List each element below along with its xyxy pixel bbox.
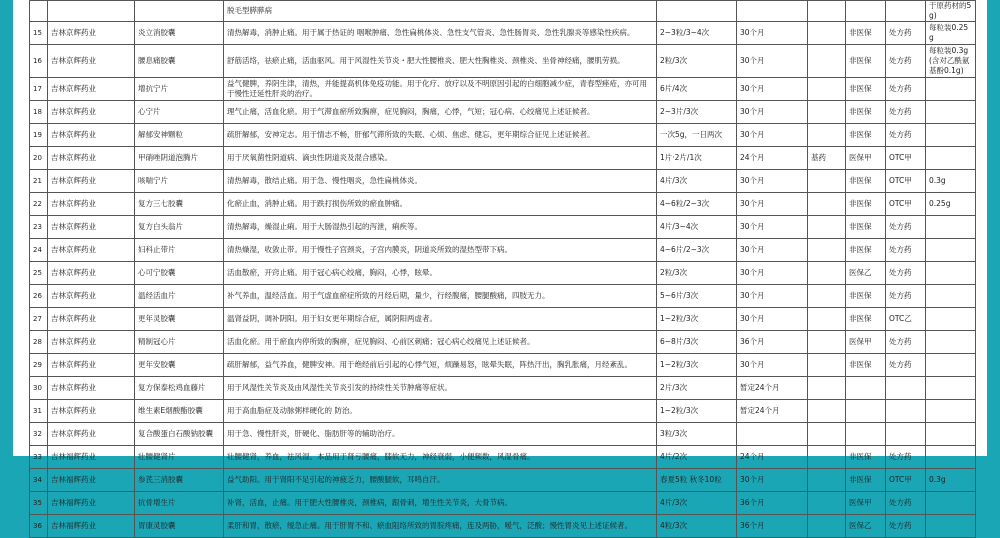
- cell-insurance: 医保乙: [846, 262, 886, 285]
- cell-company: 吉林京辉药业: [48, 147, 135, 170]
- cell-type: [808, 239, 846, 262]
- cell-type: [808, 45, 846, 78]
- cell-product-name: 心可宁胶囊: [135, 262, 224, 285]
- cell-usage: 4片/3~4次: [657, 216, 737, 239]
- cell-company: 吉林京辉药业: [48, 262, 135, 285]
- cell-number: 15: [30, 22, 48, 45]
- cell-usage: 4片/3次: [657, 492, 737, 515]
- cell-type: [808, 285, 846, 308]
- table-row: [30, 492, 976, 515]
- cell-category: [886, 400, 926, 423]
- cell-type: [808, 101, 846, 124]
- cell-shelf-life: 30个月: [737, 354, 808, 377]
- cell-insurance: 非医保: [846, 101, 886, 124]
- cell-number: 18: [30, 101, 48, 124]
- cell-number: 16: [30, 45, 48, 78]
- cell-insurance: 非医保: [846, 308, 886, 331]
- cell-note: [926, 78, 976, 101]
- cell-indication: 舒筋活络，祛瘀止痛，活血驱风。用于风湿性关节炎・肥大性腰椎炎、肥大性胸椎炎、颈椎炎、坐骨神经痛，腰肌劳损。: [224, 45, 657, 78]
- cell-shelf-life: 30个月: [737, 308, 808, 331]
- cell-insurance: [846, 377, 886, 400]
- cell-product-name: 更年安胶囊: [135, 354, 224, 377]
- cell-note: [926, 400, 976, 423]
- cell-note: [926, 147, 976, 170]
- cell-product-name: 妇科止带片: [135, 239, 224, 262]
- cell-category: 处方药: [886, 446, 926, 469]
- cell-category: 处方药: [886, 492, 926, 515]
- cell-insurance: 非医保: [846, 170, 886, 193]
- cell-insurance: 非医保: [846, 446, 886, 469]
- spreadsheet-page: [13, 0, 987, 530]
- cell-shelf-life: 24个月: [737, 446, 808, 469]
- cell-company: 吉林京辉药业: [48, 331, 135, 354]
- cell-type: [808, 515, 846, 538]
- cell-indication: 清热燥湿，收敛止带。用于慢性子宫颈炎，子宫内膜炎，阴道炎所致的湿热型带下病。: [224, 239, 657, 262]
- cell-note: [926, 308, 976, 331]
- cell-company: 吉林京辉药业: [48, 400, 135, 423]
- cell-category: 处方药: [886, 285, 926, 308]
- cell-product-name: 腰息痛胶囊: [135, 45, 224, 78]
- cell-indication: 脱毛型膵膵病: [224, 1, 657, 22]
- cell-insurance: [846, 400, 886, 423]
- cell-usage: 2片/3次: [657, 377, 737, 400]
- cell-product-name: 解郁安神颗粒: [135, 124, 224, 147]
- table-row: [30, 45, 976, 78]
- cell-product-name: 维生素E烟酸酯胶囊: [135, 400, 224, 423]
- cell-indication: 活血散瘀，开窍止痛。用于冠心病心绞痛，胸闷，心悸，眩晕。: [224, 262, 657, 285]
- cell-product-name: 抗骨增生片: [135, 492, 224, 515]
- table-row: [30, 377, 976, 400]
- cell-type: [808, 423, 846, 446]
- cell-insurance: [846, 423, 886, 446]
- table-row: [30, 1, 976, 22]
- cell-company: 吉林京辉药业: [48, 216, 135, 239]
- cell-indication: 用于高血脂症及动脉粥样硬化的 防治。: [224, 400, 657, 423]
- cell-insurance: 医保乙: [846, 515, 886, 538]
- cell-product-name: 复合酸蛋白石酸钠胶囊: [135, 423, 224, 446]
- cell-number: 35: [30, 492, 48, 515]
- cell-type: [808, 308, 846, 331]
- cell-insurance: 非医保: [846, 285, 886, 308]
- cell-company: 吉林京辉药业: [48, 285, 135, 308]
- cell-number: 27: [30, 308, 48, 331]
- cell-indication: 清热解毒，燥湿止痢。用于大肠湿热引起的泻泄，痢疾等。: [224, 216, 657, 239]
- table-row: [30, 101, 976, 124]
- cell-insurance: 医保甲: [846, 147, 886, 170]
- cell-category: 处方药: [886, 354, 926, 377]
- cell-note: [926, 124, 976, 147]
- cell-shelf-life: 30个月: [737, 262, 808, 285]
- cell-insurance: 非医保: [846, 78, 886, 101]
- cell-note: 于原药材的5g): [926, 1, 976, 22]
- cell-category: 处方药: [886, 124, 926, 147]
- cell-usage: 3粒/3次: [657, 423, 737, 446]
- cell-category: 处方药: [886, 216, 926, 239]
- cell-type: [808, 124, 846, 147]
- cell-shelf-life: [737, 423, 808, 446]
- cell-indication: 用于厌氧菌性阴道病、滴虫性阴道炎及混合感染。: [224, 147, 657, 170]
- cell-usage: 6片/4次: [657, 78, 737, 101]
- table-row: [30, 170, 976, 193]
- table-row: [30, 22, 976, 45]
- cell-indication: 疏肝解郁，益气养血，健脾安神。用于绝经前后引起的心悸气短，烦躁易怒，眩晕失眠，阵热汗出，胸乳胀痛，月经紊乱。: [224, 354, 657, 377]
- cell-category: 处方药: [886, 45, 926, 78]
- cell-usage: 一次5g，一日两次: [657, 124, 737, 147]
- cell-number: 26: [30, 285, 48, 308]
- cell-type: [808, 331, 846, 354]
- cell-usage: 4粒/3次: [657, 515, 737, 538]
- cell-type: 基药: [808, 147, 846, 170]
- cell-type: [808, 216, 846, 239]
- cell-insurance: 非医保: [846, 193, 886, 216]
- cell-number: 32: [30, 423, 48, 446]
- cell-note: [926, 377, 976, 400]
- cell-usage: 1~2粒/3次: [657, 400, 737, 423]
- cell-number: 36: [30, 515, 48, 538]
- cell-number: 28: [30, 331, 48, 354]
- cell-indication: 补气养血，温经活血。用于气虚血瘀症所致的月经后期，量少，行经腹痛，腰腿酸痛，四肢无力。: [224, 285, 657, 308]
- cell-note: 每粒装0.25g: [926, 22, 976, 45]
- cell-category: 处方药: [886, 262, 926, 285]
- table-row: [30, 354, 976, 377]
- cell-usage: 春夏5粒 秋冬10粒: [657, 469, 737, 492]
- cell-note: [926, 354, 976, 377]
- cell-usage: 2粒/3次: [657, 45, 737, 78]
- cell-type: [808, 193, 846, 216]
- cell-product-name: 增抗宁片: [135, 78, 224, 101]
- cell-company: 吉林京辉药业: [48, 239, 135, 262]
- cell-note: 0.3g: [926, 469, 976, 492]
- cell-category: 处方药: [886, 101, 926, 124]
- cell-company: 吉林京辉药业: [48, 78, 135, 101]
- cell-type: [808, 354, 846, 377]
- cell-indication: 疏肝解郁，安神定志。用于情志不畅，肝郁气滞所致的失眠、心烦、焦虑、健忘，更年期综合征见上述证候者。: [224, 124, 657, 147]
- cell-number: 19: [30, 124, 48, 147]
- cell-product-name: 复方保泰松鸡血藤片: [135, 377, 224, 400]
- cell-usage: 2~3粒/3~4次: [657, 22, 737, 45]
- cell-product-name: 更年灵胶囊: [135, 308, 224, 331]
- cell-indication: 益气助阳。用于肾阳不足引起的神疲乏力，腰酸腿软，耳鸣自汗。: [224, 469, 657, 492]
- cell-product-name: 甲硝唑阴道泡腾片: [135, 147, 224, 170]
- cell-number: 31: [30, 400, 48, 423]
- cell-shelf-life: 暂定24个月: [737, 400, 808, 423]
- table-row: [30, 308, 976, 331]
- cell-type: [808, 446, 846, 469]
- cell-indication: 化瘀止血，消肿止痛。用于跌打损伤所致的瘀血肿痛。: [224, 193, 657, 216]
- cell-indication: 理气止痛，活血化瘀。用于气滞血瘀所致胸痹，症见胸闷，胸痛，心悸，气短；冠心病、心绞痛见上述证候者。: [224, 101, 657, 124]
- cell-company: 吉林福辉药业: [48, 469, 135, 492]
- cell-product-name: 心宁片: [135, 101, 224, 124]
- cell-note: [926, 423, 976, 446]
- cell-company: 吉林福辉药业: [48, 515, 135, 538]
- cell-usage: 2~3片/3次: [657, 101, 737, 124]
- cell-note: 0.25g: [926, 193, 976, 216]
- cell-indication: 柔肝和胃，散瘀，缓急止痛。用于肝胃不和、瘀血阻络所致的胃脘疼痛，连及两胁，嗳气，泛酸；慢性胃炎见上述证候者。: [224, 515, 657, 538]
- cell-insurance: 非医保: [846, 354, 886, 377]
- cell-note: [926, 101, 976, 124]
- cell-shelf-life: 36个月: [737, 515, 808, 538]
- cell-shelf-life: 30个月: [737, 469, 808, 492]
- cell-type: [808, 262, 846, 285]
- cell-category: OTC乙: [886, 308, 926, 331]
- cell-note: [926, 331, 976, 354]
- table-row: [30, 515, 976, 538]
- cell-note: [926, 492, 976, 515]
- cell-company: 吉林京辉药业: [48, 308, 135, 331]
- cell-indication: 温肾益阴，调补阴阳。用于妇女更年期综合症，属阴阳两虚者。: [224, 308, 657, 331]
- cell-note: [926, 515, 976, 538]
- cell-category: 处方药: [886, 515, 926, 538]
- cell-shelf-life: 暂定24个月: [737, 377, 808, 400]
- table-row: [30, 285, 976, 308]
- cell-product-name: 胃康灵胶囊: [135, 515, 224, 538]
- cell-category: 处方药: [886, 239, 926, 262]
- cell-insurance: 非医保: [846, 239, 886, 262]
- table-row: [30, 78, 976, 101]
- cell-product-name: 复方三七胶囊: [135, 193, 224, 216]
- cell-number: 21: [30, 170, 48, 193]
- cell-note: [926, 216, 976, 239]
- cell-company: 吉林福辉药业: [48, 492, 135, 515]
- cell-usage: 5~6片/3次: [657, 285, 737, 308]
- cell-insurance: 医保甲: [846, 492, 886, 515]
- cell-type: [808, 492, 846, 515]
- cell-shelf-life: 36个月: [737, 331, 808, 354]
- cell-indication: 用于急、慢性肝炎，肝硬化、脂肪肝等的辅助治疗。: [224, 423, 657, 446]
- cell-note: [926, 239, 976, 262]
- cell-category: [886, 377, 926, 400]
- cell-product-name: 复方白头翁片: [135, 216, 224, 239]
- cell-company: 吉林京辉药业: [48, 170, 135, 193]
- cell-shelf-life: 36个月: [737, 492, 808, 515]
- cell-number: 25: [30, 262, 48, 285]
- table-row: [30, 400, 976, 423]
- cell-type: [808, 78, 846, 101]
- cell-insurance: 非医保: [846, 469, 886, 492]
- table-row: [30, 147, 976, 170]
- cell-usage: 1~2粒/3次: [657, 354, 737, 377]
- cell-number: 33: [30, 446, 48, 469]
- cell-category: OTC甲: [886, 147, 926, 170]
- cell-category: 处方药: [886, 331, 926, 354]
- cell-shelf-life: 24个月: [737, 147, 808, 170]
- cell-usage: 6~8片/3次: [657, 331, 737, 354]
- cell-number: 22: [30, 193, 48, 216]
- table-row: [30, 446, 976, 469]
- cell-note: 0.3g: [926, 170, 976, 193]
- cell-usage: 4~6粒/2~3次: [657, 193, 737, 216]
- cell-indication: 清热解毒，消肿止痛。用于属于热证的 咽喉肿痛、急性扁桃体炎、急性支气管炎、急性肠胃炎、急性乳腺炎等感染性疾病。: [224, 22, 657, 45]
- table-row: [30, 124, 976, 147]
- cell-category: OTC甲: [886, 193, 926, 216]
- cell-company: 吉林京辉药业: [48, 423, 135, 446]
- table-row: [30, 469, 976, 492]
- cell-usage: 1片·2片/1次: [657, 147, 737, 170]
- cell-shelf-life: 30个月: [737, 193, 808, 216]
- cell-product-name: 参芪三消胶囊: [135, 469, 224, 492]
- cell-type: [808, 22, 846, 45]
- cell-product-name: 炎立消胶囊: [135, 22, 224, 45]
- cell-company: 吉林京辉药业: [48, 377, 135, 400]
- cell-type: [808, 377, 846, 400]
- cell-shelf-life: 30个月: [737, 45, 808, 78]
- cell-number: 20: [30, 147, 48, 170]
- cell-usage: 1~2粒/3次: [657, 308, 737, 331]
- cell-company: 吉林福辉药业: [48, 446, 135, 469]
- cell-number: 23: [30, 216, 48, 239]
- cell-category: 处方药: [886, 78, 926, 101]
- cell-shelf-life: 30个月: [737, 170, 808, 193]
- cell-insurance: 非医保: [846, 124, 886, 147]
- cell-shelf-life: 30个月: [737, 124, 808, 147]
- cell-company: 吉林京辉药业: [48, 354, 135, 377]
- table-row: [30, 216, 976, 239]
- cell-product-name: 精制冠心片: [135, 331, 224, 354]
- cell-number: 17: [30, 78, 48, 101]
- table-row: [30, 193, 976, 216]
- table-row: [30, 423, 976, 446]
- table-row: [30, 239, 976, 262]
- cell-company: 吉林京辉药业: [48, 22, 135, 45]
- cell-note: [926, 446, 976, 469]
- cell-shelf-life: 30个月: [737, 239, 808, 262]
- cell-usage: 4片/2次: [657, 446, 737, 469]
- table-row: [30, 331, 976, 354]
- cell-number: 30: [30, 377, 48, 400]
- cell-shelf-life: 30个月: [737, 101, 808, 124]
- cell-category: 处方药: [886, 22, 926, 45]
- cell-note: [926, 262, 976, 285]
- cell-shelf-life: 30个月: [737, 285, 808, 308]
- cell-usage: 4~6片/2~3次: [657, 239, 737, 262]
- cell-company: 吉林京辉药业: [48, 124, 135, 147]
- cell-usage: 2粒/3次: [657, 262, 737, 285]
- cell-indication: 活血化瘀。用于瘀血内停所致的胸痹，症见胸闷、心前区刺痛；冠心病心绞痛见上述证候者。: [224, 331, 657, 354]
- cell-product-name: 温经活血片: [135, 285, 224, 308]
- cell-type: [808, 469, 846, 492]
- cell-note: 每粒装0.3g(含对乙酰氨基酚0.1g): [926, 45, 976, 78]
- cell-indication: 清热解毒，散结止痛。用于急、慢性咽炎，急性扁桃体炎。: [224, 170, 657, 193]
- cell-shelf-life: 30个月: [737, 22, 808, 45]
- cell-shelf-life: 30个月: [737, 216, 808, 239]
- cell-indication: 壮腰健肾，养血，祛风湿。本品用于肾亏腰痛，膝软无力，神经衰弱，小便频数，风湿骨痛。: [224, 446, 657, 469]
- cell-category: OTC甲: [886, 170, 926, 193]
- cell-indication: 用于风湿性关节炎及由风湿性关节炎引发的持续性关节肿痛等症状。: [224, 377, 657, 400]
- cell-company: 吉林京辉药业: [48, 101, 135, 124]
- cell-indication: 补肾，活血，止痛。用于肥大性腰椎炎，颈椎病，跟骨刺，增生性关节炎，大骨节病。: [224, 492, 657, 515]
- cell-shelf-life: 30个月: [737, 78, 808, 101]
- cell-product-name: 咳喘宁片: [135, 170, 224, 193]
- cell-note: [926, 285, 976, 308]
- cell-usage: 4片/3次: [657, 170, 737, 193]
- cell-number: 29: [30, 354, 48, 377]
- cell-number: 24: [30, 239, 48, 262]
- cell-type: [808, 170, 846, 193]
- cell-category: OTC甲: [886, 469, 926, 492]
- cell-type: [808, 400, 846, 423]
- cell-product-name: 壮腰健肾片: [135, 446, 224, 469]
- drug-table: [29, 0, 976, 538]
- cell-category: [886, 423, 926, 446]
- cell-insurance: 医保甲: [846, 331, 886, 354]
- table-row: [30, 262, 976, 285]
- cell-insurance: 非医保: [846, 22, 886, 45]
- cell-insurance: 非医保: [846, 45, 886, 78]
- cell-company: 吉林京辉药业: [48, 193, 135, 216]
- cell-number: 34: [30, 469, 48, 492]
- cell-company: 吉林京辉药业: [48, 45, 135, 78]
- cell-insurance: 非医保: [846, 216, 886, 239]
- cell-indication: 益气健脾，养阴生津，清热，并能提高机体免疫功能。用于化疗、放疗以及不明原因引起的白细胞减少症，青春型痤疮，亦可用于慢性迁延性肝炎的治疗。: [224, 78, 657, 101]
